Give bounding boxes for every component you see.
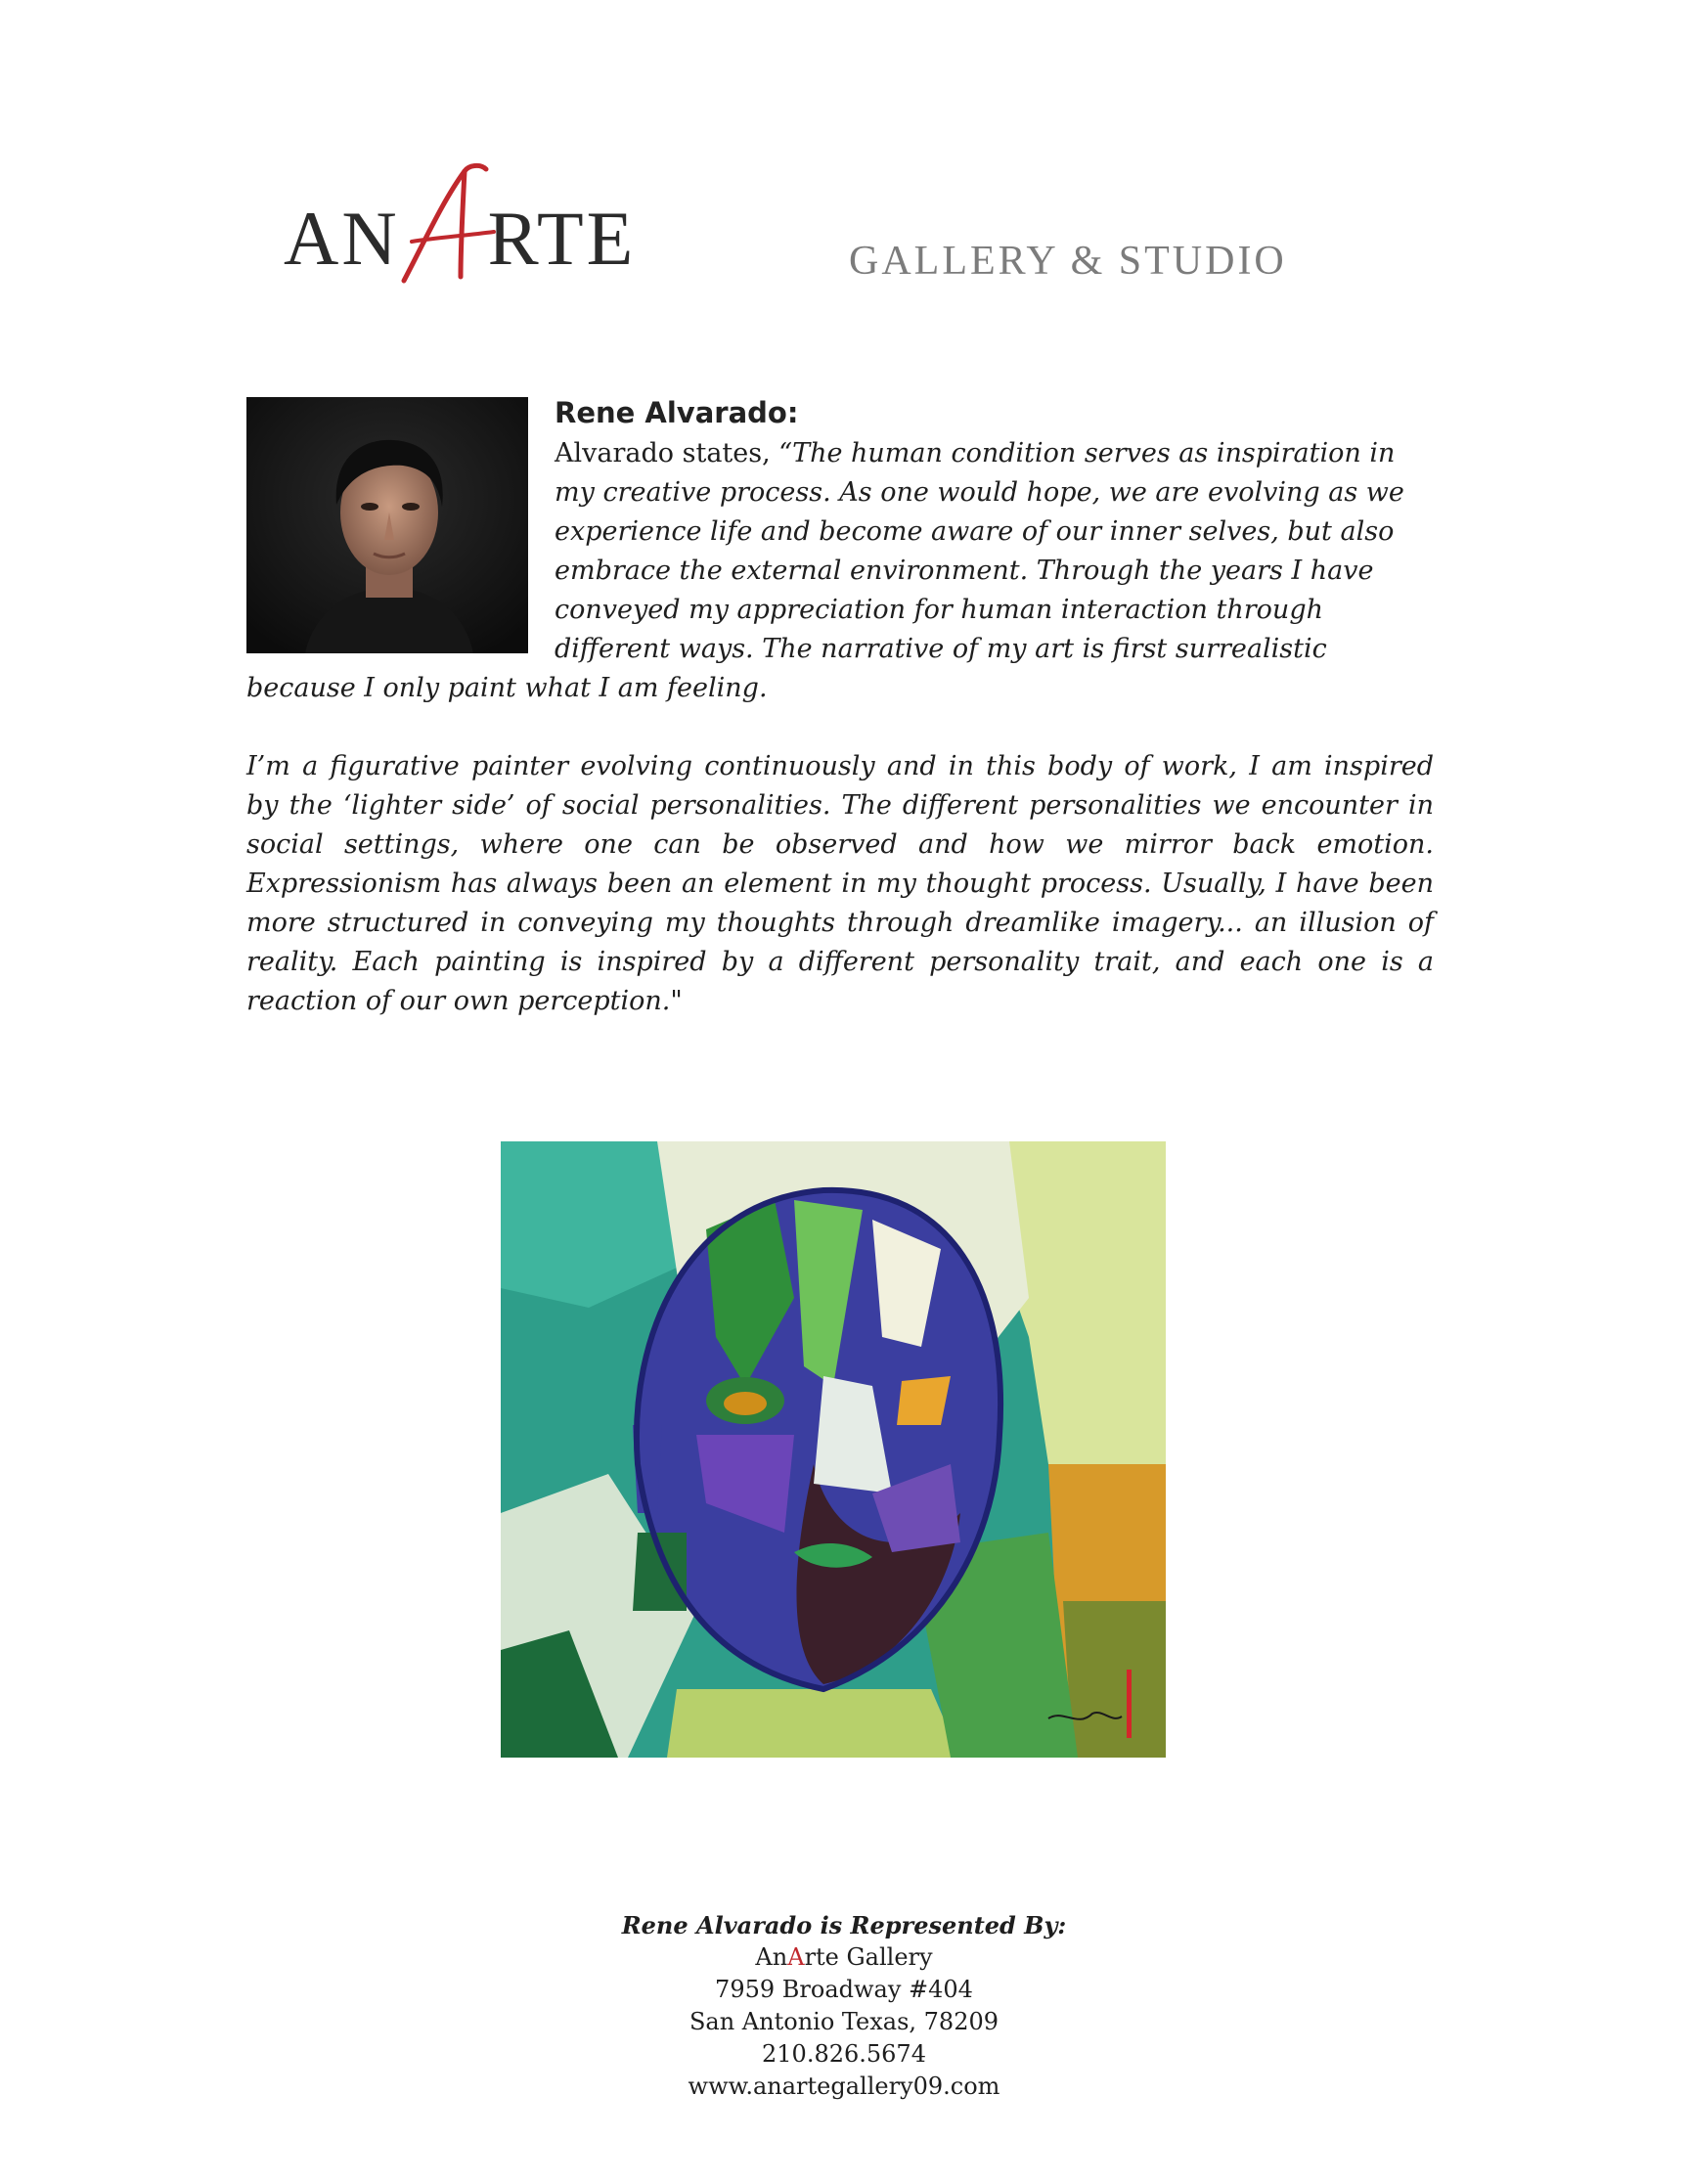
gallery-logo — [284, 161, 1428, 298]
paragraph-line: reality. Each painting is inspired by a different personality trait, and each one is a — [246, 947, 1434, 977]
artist-name-heading: Rene Alvarado: — [555, 396, 799, 429]
expressionist-face-painting — [501, 1141, 1166, 1758]
phone-number: 210.826.5674 — [762, 2040, 926, 2068]
intro-lead: Alvarado states, — [555, 438, 779, 468]
represented-by-heading: Rene Alvarado is Represented By: — [621, 1911, 1067, 1939]
quote-line — [555, 591, 1323, 630]
gallery-red-letter: A — [787, 1943, 805, 1971]
logo-suffix: RTE — [487, 196, 637, 281]
paragraph-line: I’m a figurative painter evolving continuously and in this body of work, I am inspired — [246, 751, 1434, 781]
quote-line — [555, 434, 1395, 473]
quote-text: “The human condition serves as inspiration in — [778, 438, 1396, 468]
paragraph-line: social settings, where one can be observed and how we mirror back emotion. — [246, 829, 1434, 860]
logo-red-a-icon — [400, 201, 488, 277]
gallery-prefix: An — [755, 1943, 788, 1971]
gallery-suffix: rte Gallery — [804, 1943, 933, 1971]
quote-line — [246, 669, 768, 708]
address-line-2: San Antonio Texas, 78209 — [689, 2008, 999, 2035]
logo-prefix: AN — [284, 196, 400, 281]
quote-line — [555, 630, 1327, 669]
paragraph-line: more structured in conveying my thoughts through dreamlike imagery... an illusion of — [246, 908, 1434, 938]
paragraph-line: by the ‘lighter side’ of social personalities. The different personalities we encounter in — [246, 790, 1434, 821]
address-line-1: 7959 Broadway #404 — [715, 1976, 973, 2003]
gallery-name — [0, 1941, 1688, 1974]
quote-line — [555, 473, 1404, 513]
paragraph-line: Expressionism has always been an element in my thought process. Usually, I have been — [246, 869, 1434, 899]
quote-text: my creative process. As one would hope, we are evolving as we — [555, 477, 1404, 508]
quote-line — [555, 552, 1373, 591]
quote-line — [555, 513, 1394, 552]
quote-text: embrace the external environment. Through the years I have — [555, 556, 1374, 586]
quote-text: conveyed my appreciation for human interaction through — [555, 595, 1323, 625]
quote-text: different ways. The narrative of my art is first surrealistic — [555, 634, 1327, 664]
website-link[interactable]: www.anartegallery09.com — [688, 2073, 1000, 2100]
quote-text: because I only paint what I am feeling. — [246, 673, 768, 703]
paragraph-line: reaction of our own perception." — [246, 986, 683, 1016]
logo-tagline: GALLERY & STUDIO — [849, 239, 1287, 284]
representation-footer — [0, 1909, 1688, 2103]
quote-text: experience life and become aware of our inner selves, but also — [555, 516, 1395, 547]
logo-wordmark — [284, 196, 637, 281]
artist-portrait-photo — [246, 397, 528, 653]
